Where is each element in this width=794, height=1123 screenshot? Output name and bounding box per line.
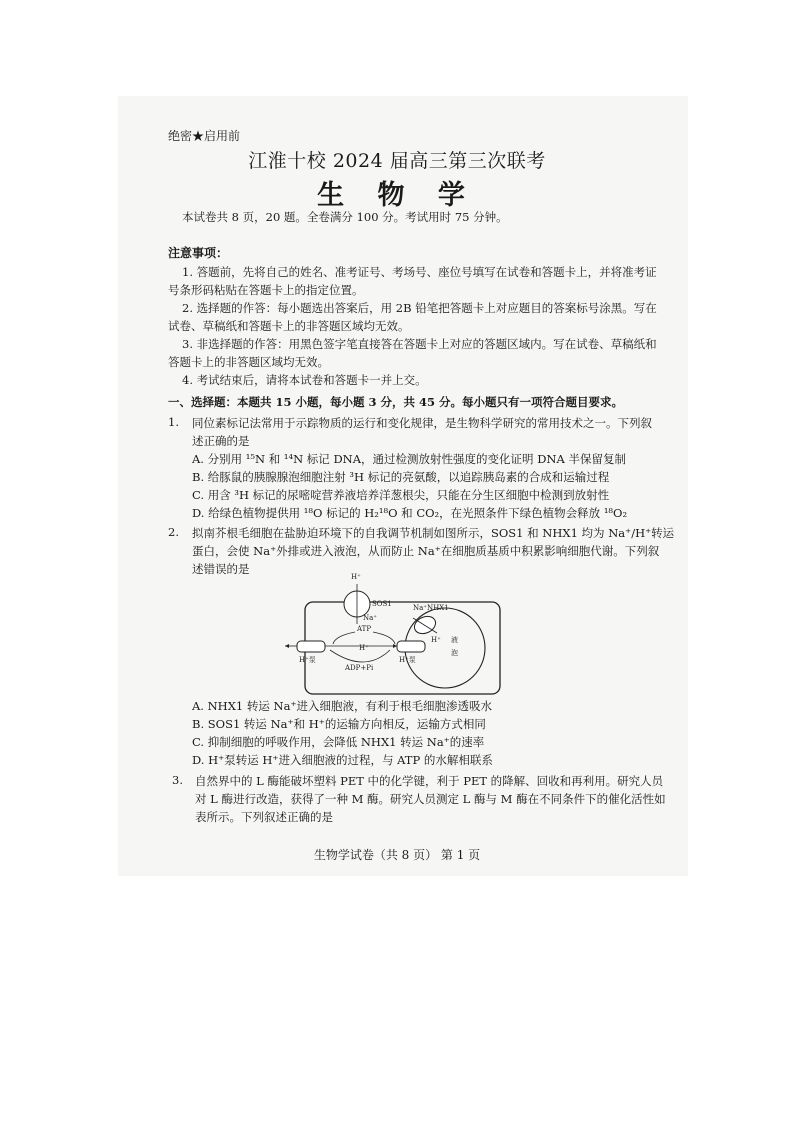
label-adp: ADP+Pi (345, 664, 374, 672)
question-stem: 蛋白，会使 Na⁺外排或进入液泡，从而防止 Na⁺在细胞质基质中积累影响细胞代谢。下列叙 (192, 544, 660, 558)
question-number: 1. (168, 415, 179, 429)
question-stem: 述错误的是 (192, 562, 250, 576)
notes-heading: 注意事项： (168, 246, 229, 260)
option-b: B. SOS1 转运 Na⁺和 H⁺的运输方向相反，运输方式相同 (192, 717, 486, 731)
label-na-left: Na⁺ (363, 614, 377, 622)
option-b: B. 给豚鼠的胰腺腺泡细胞注射 ³H 标记的亮氨酸，以追踪胰岛素的合成和运输过程 (192, 470, 610, 484)
note-line: 4. 考试结束后，请将本试卷和答题卡一并上交。 (182, 373, 427, 387)
question-stem: 拟南芥根毛细胞在盐胁迫环境下的自我调节机制如图所示，SOS1 和 NHX1 均为 Na⁺/H⁺转运 (192, 526, 675, 540)
question-stem: 述正确的是 (192, 434, 250, 448)
label-pump-right: H⁺泵 (399, 656, 416, 664)
note-line: 1. 答题前，先将自己的姓名、准考证号、考场号、座位号填写在试卷和答题卡上，并将准考证 (182, 265, 657, 279)
label-sos1: SOS1 (372, 600, 392, 608)
label-nhx1: NHX1 (427, 604, 449, 612)
note-line: 2. 选择题的作答：每小题选出答案后，用 2B 铅笔把答题卡上对应题目的答案标号涂黑。写在 (182, 301, 657, 315)
exam-title: 江淮十校 2024 届高三第三次联考 (248, 150, 546, 172)
cell-diagram (285, 570, 510, 700)
note-line: 答题卡上的非答题区域均无效。 (168, 355, 329, 369)
section-heading: 一、选择题：本题共 15 小题，每小题 3 分，共 45 分。每小题只有一项符合题目要求。 (168, 395, 624, 409)
note-line: 号条形码粘贴在答题卡上的指定位置。 (168, 283, 364, 297)
label-h-mid: H⁺ (359, 644, 369, 652)
question-stem: 自然界中的 L 酶能破坏塑料 PET 中的化学键，利于 PET 的降解、回收和再利用。研究人员 (195, 774, 664, 788)
confidential-label: 绝密★启用前 (168, 129, 241, 143)
option-c: C. 用含 ³H 标记的尿嘧啶营养液培养洋葱根尖，只能在分生区细胞中检测到放射性 (192, 488, 610, 502)
option-d: D. 给绿色植物提供用 ¹⁸O 标记的 H₂¹⁸O 和 CO₂，在光照条件下绿色植物会释放 ¹⁸O₂ (192, 506, 628, 520)
label-na-top: Na⁺ (413, 604, 427, 612)
exam-info: 本试卷共 8 页，20 题。全卷满分 100 分。考试用时 75 分钟。 (182, 210, 508, 224)
label-vacuole-2: 泡 (451, 649, 458, 657)
option-d: D. H⁺泵转运 H⁺进入细胞液的过程，与 ATP 的水解相联系 (192, 753, 493, 767)
question-number: 3. (172, 773, 183, 787)
h-pump-right (397, 641, 425, 652)
question-stem: 同位素标记法常用于示踪物质的运行和变化规律，是生物科学研究的常用技术之一。下列叙 (192, 416, 652, 430)
option-a: A. NHX1 转运 Na⁺进入细胞液，有利于根毛细胞渗透吸水 (192, 699, 493, 713)
nhx1-transporter (412, 613, 439, 637)
page-footer: 生物学试卷（共 8 页） 第 1 页 (313, 848, 481, 862)
label-h-top: H⁺ (351, 573, 361, 581)
h-pump-left (297, 641, 325, 652)
question-number: 2. (168, 525, 179, 539)
label-pump-left: H⁺泵 (299, 656, 316, 664)
note-line: 3. 非选择题的作答：用黑色签字笔直接答在答题卡上对应的答题区域内。写在试卷、草稿纸和 (182, 337, 657, 351)
question-stem: 表所示。下列叙述正确的是 (195, 810, 333, 824)
label-atp: ATP (357, 625, 372, 633)
label-h-right: H⁺ (431, 636, 441, 644)
option-c: C. 抑制细胞的呼吸作用，会降低 NHX1 转运 Na⁺的速率 (192, 735, 485, 749)
question-stem: 对 L 酶进行改造，获得了一种 M 酶。研究人员测定 L 酶与 M 酶在不同条件下的催化活性如 (195, 792, 666, 806)
note-line: 试卷、草稿纸和答题卡上的非答题区域均无效。 (168, 319, 410, 333)
subject-title: 生 物 学 (317, 180, 477, 211)
label-vacuole-1: 液 (451, 636, 458, 644)
option-a: A. 分别用 ¹⁵N 和 ¹⁴N 标记 DNA，通过检测放射性强度的变化证明 DNA 半保留复制 (192, 452, 626, 466)
